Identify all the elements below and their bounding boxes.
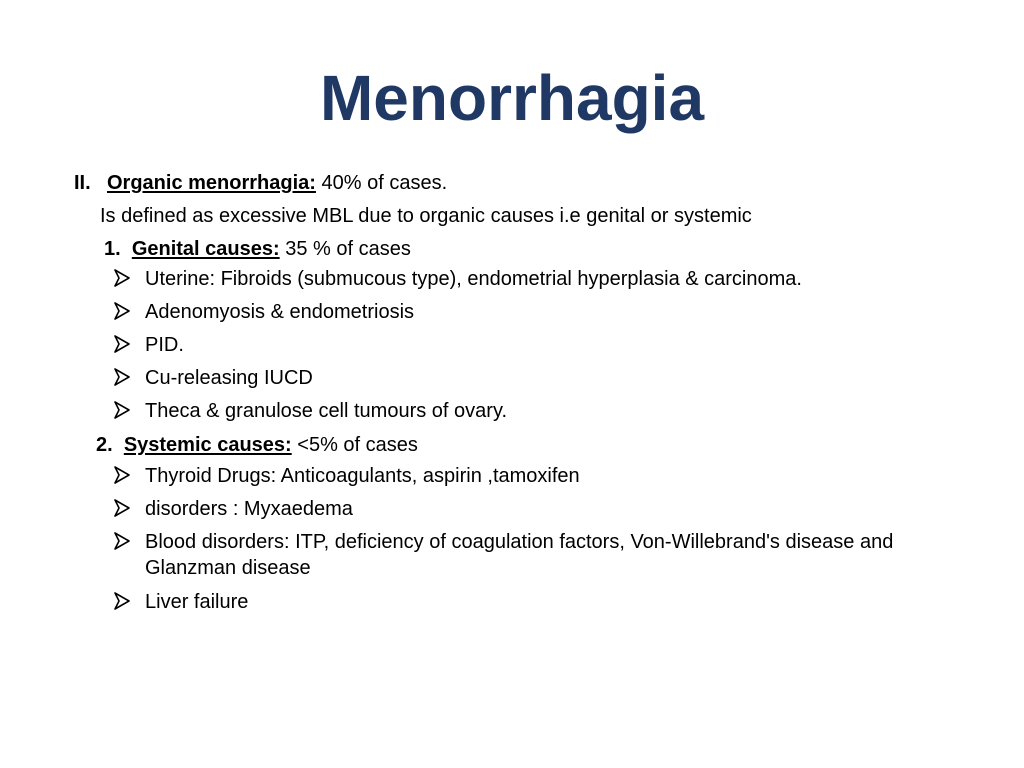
section-heading-line (107, 171, 447, 195)
arrow-bullet-icon (114, 529, 130, 555)
arrow-bullet-icon (114, 266, 130, 292)
list-item-text: disorders : Myxaedema (145, 498, 353, 520)
group-heading: Genital causes: (131, 238, 280, 260)
arrow-bullet-icon (114, 332, 130, 358)
group-number: 1. (104, 238, 121, 260)
list-item-text: PID. (145, 334, 184, 356)
section-definition: Is defined as excessive MBL due to organic causes i.e genital or systemic (100, 205, 752, 227)
group-heading-line (104, 237, 411, 261)
list-item-text: Blood disorders: ITP, deficiency of coagulation factors, Von-Willebrand's disease and Glanzman disease (145, 531, 894, 579)
list-item-text: Theca & granulose cell tumours of ovary. (145, 400, 508, 422)
arrow-bullet-icon (114, 463, 130, 489)
section-numeral: II. (74, 172, 91, 194)
group-heading-line (96, 433, 418, 457)
group-number: 2. (96, 434, 113, 456)
list-item-text: Uterine: Fibroids (submucous type), endometrial hyperplasia & carcinoma. (145, 268, 802, 290)
group-heading-suffix: 35 % of cases (279, 238, 411, 260)
arrow-bullet-icon (114, 496, 130, 522)
arrow-bullet-icon (114, 299, 130, 325)
list-item-text: Adenomyosis & endometriosis (145, 301, 415, 323)
group-heading: Systemic causes: (123, 434, 292, 456)
arrow-bullet-icon (114, 589, 130, 615)
slide-title: Menorrhagia (319, 62, 705, 134)
list-item-text: Thyroid Drugs: Anticoagulants, aspirin ,tamoxifen (145, 465, 580, 487)
list-item-text: Liver failure (145, 591, 249, 613)
section-heading: Organic menorrhagia: (107, 172, 316, 194)
arrow-bullet-icon (114, 365, 130, 391)
list-item-text: Cu-releasing IUCD (145, 367, 313, 389)
group-heading-suffix: <5% of cases (291, 434, 418, 456)
arrow-bullet-icon (114, 398, 130, 424)
section-heading-suffix: 40% of cases. (315, 172, 448, 194)
